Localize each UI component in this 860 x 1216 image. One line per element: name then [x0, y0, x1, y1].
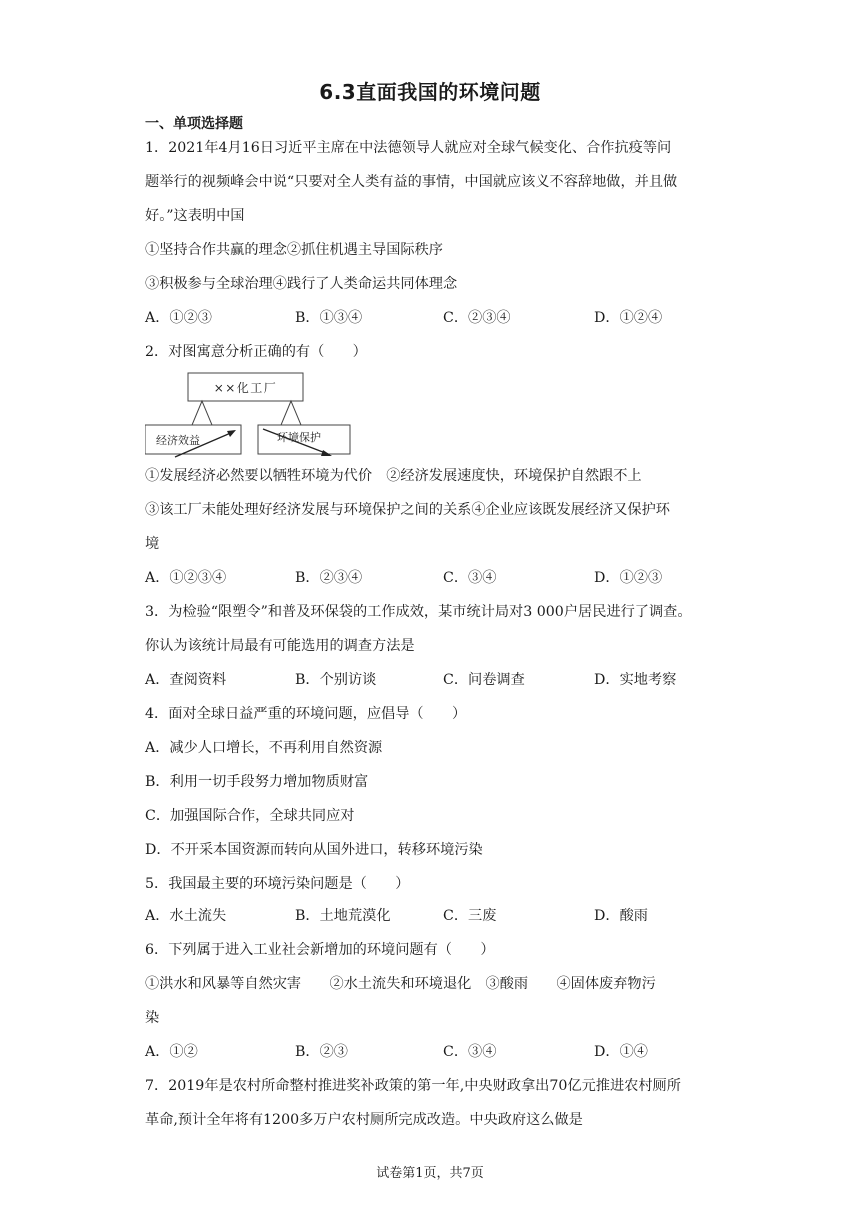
right-support — [281, 401, 301, 425]
q3-option-d[interactable]: D．实地考察 — [594, 672, 677, 688]
q5-stem: 5．我国最主要的环境污染问题是（ ） — [145, 876, 410, 892]
economy-label: 经济效益 — [156, 434, 200, 447]
q1-option-a[interactable]: A．①②③ — [145, 310, 212, 326]
q1-line: 好。”这表明中国 — [145, 208, 245, 224]
q4-stem: 4．面对全球日益严重的环境问题，应倡导（ ） — [145, 706, 467, 722]
q6-statement: ①洪水和风暴等自然灾害 ②水土流失和环境退化 ③酸雨 ④固体废弃物污 — [145, 976, 656, 992]
q3-option-a[interactable]: A．查阅资料 — [145, 672, 227, 688]
q1-statement: ①坚持合作共赢的理念②抓住机遇主导国际秩序 — [145, 242, 443, 258]
factory-diagram — [145, 371, 355, 459]
q2-statement: 境 — [145, 536, 160, 552]
q4-option-b[interactable]: B．利用一切手段努力增加物质财富 — [145, 774, 369, 790]
q5-option-c[interactable]: C．三废 — [443, 908, 497, 924]
q2-stem: 2．对图寓意分析正确的有（ ） — [145, 344, 367, 360]
q5-option-a[interactable]: A．水土流失 — [145, 908, 227, 924]
q2-option-a[interactable]: A．①②③④ — [145, 570, 227, 586]
q1-option-d[interactable]: D．①②④ — [594, 310, 663, 326]
q3-line: 3．为检验“限塑令”和普及环保袋的工作成效，某市统计局对3 000户居民进行了调查。 — [145, 604, 692, 620]
q7-line: 革命,预计全年将有1200多万户农村厕所完成改造。中央政府这么做是 — [145, 1112, 583, 1128]
environment-label: 环境保护 — [277, 431, 321, 444]
q2-statement: ①发展经济必然要以牺牲环境为代价 ②经济发展速度快，环境保护自然跟不上 — [145, 468, 642, 484]
left-support — [192, 401, 212, 425]
q6-option-d[interactable]: D．①④ — [594, 1044, 648, 1060]
q6-statement: 染 — [145, 1010, 160, 1026]
section-heading: 一、单项选择题 — [145, 116, 243, 132]
q1-option-c[interactable]: C．②③④ — [443, 310, 511, 326]
q5-option-b[interactable]: B．土地荒漠化 — [295, 908, 391, 924]
q6-stem: 6．下列属于进入工业社会新增加的环境问题有（ ） — [145, 942, 495, 958]
q2-option-c[interactable]: C．③④ — [443, 570, 497, 586]
q2-option-b[interactable]: B．②③④ — [295, 570, 363, 586]
q4-option-c[interactable]: C．加强国际合作，全球共同应对 — [145, 808, 355, 824]
q6-option-b[interactable]: B．②③ — [295, 1044, 348, 1060]
q1-line: 1．2021年4月16日习近平主席在中法德领导人就应对全球气候变化、合作抗疫等问 — [145, 140, 672, 156]
q3-option-c[interactable]: C．问卷调查 — [443, 672, 525, 688]
q4-option-a[interactable]: A．减少人口增长，不再利用自然资源 — [145, 740, 383, 756]
q5-option-d[interactable]: D．酸雨 — [594, 908, 648, 924]
q3-line: 你认为该统计局最有可能选用的调查方法是 — [145, 638, 415, 654]
q2-statement: ③该工厂未能处理好经济发展与环境保护之间的关系④企业应该既发展经济又保护环 — [145, 502, 670, 518]
page-footer: 试卷第1页，共7页 — [376, 1166, 484, 1181]
q1-statement: ③积极参与全球治理④践行了人类命运共同体理念 — [145, 276, 458, 292]
q2-option-d[interactable]: D．①②③ — [594, 570, 663, 586]
q1-line: 题举行的视频峰会中说“只要对全人类有益的事情，中国就应该义不容辞地做，并且做 — [145, 174, 678, 190]
q6-option-a[interactable]: A．①② — [145, 1044, 198, 1060]
q1-option-b[interactable]: B．①③④ — [295, 310, 363, 326]
q4-option-d[interactable]: D．不开采本国资源而转向从国外进口，转移环境污染 — [145, 842, 483, 858]
q7-line: 7．2019年是农村所命整村推进奖补政策的第一年,中央财政拿出70亿元推进农村厕所 — [145, 1078, 681, 1094]
q3-option-b[interactable]: B．个别访谈 — [295, 672, 377, 688]
q6-option-c[interactable]: C．③④ — [443, 1044, 497, 1060]
page-title: 6.3直面我国的环境问题 — [319, 80, 541, 104]
factory-label: ××化工厂 — [213, 381, 278, 395]
